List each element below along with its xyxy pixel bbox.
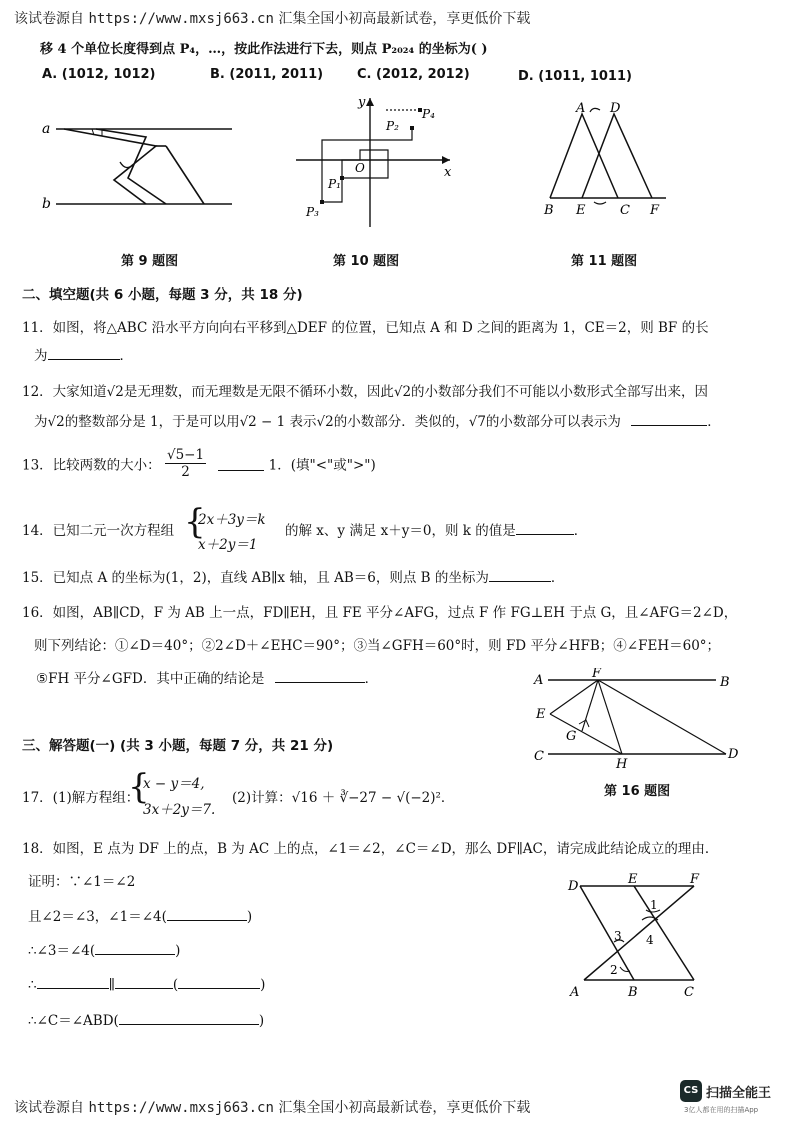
bottom-tagline: 汇集全国小初高最新试卷，享更低价下载: [278, 1100, 531, 1116]
q15-answer-blank[interactable]: [489, 567, 551, 582]
q17-part2: (2)计算：√16 ＋ ∛−27 − √(−2)²．: [232, 790, 455, 806]
fig16-label-f: F: [592, 668, 602, 681]
q18-step4-blank[interactable]: [119, 1010, 259, 1025]
q17-eq2: 3x＋2y＝7.: [143, 802, 216, 818]
bottom-watermark: [14, 1097, 530, 1117]
q9-option-a: A. (1012, 1012): [42, 67, 156, 82]
fig11-label-b: B: [544, 203, 554, 218]
fig18-label-c: C: [684, 985, 694, 1000]
q13-fraction: [165, 447, 206, 480]
fig10-label-x: x: [444, 165, 452, 180]
q18-step3: [28, 974, 265, 993]
bottom-url[interactable]: https://www.mxsj663.cn: [88, 1100, 274, 1116]
q13-line: [22, 447, 376, 480]
fig18-label-e: E: [628, 872, 638, 887]
q18-step3-parallel: ∥: [108, 977, 115, 993]
q16-answer-blank[interactable]: [275, 668, 365, 683]
fig18-label-b: B: [628, 985, 638, 1000]
figure-9: [36, 112, 246, 222]
figure-11: [538, 98, 678, 223]
fig16-label-d: D: [728, 747, 739, 762]
q18-step3-therefore: ∴: [28, 977, 37, 993]
section-3-title: 三、解答题(一) (共 3 小题，每题 7 分，共 21 分): [22, 738, 334, 754]
q12-answer-blank[interactable]: [631, 411, 707, 426]
fig10-caption: 第 10 题图: [333, 254, 400, 269]
top-tagline: 汇集全国小初高最新试卷，享更低价下载: [278, 11, 531, 27]
q11-line1: 11．如图，将△ABC 沿水平方向向右平移到△DEF 的位置，已知点 A 和 D 之间的距离为 1，CE＝2，则 BF 的长: [22, 320, 709, 336]
fig16-label-a: A: [534, 673, 544, 688]
fig16-label-e: E: [536, 707, 546, 722]
q15-line: 15．已知点 A 的坐标为(1，2)，直线 AB∥x 轴，且 AB＝6，则点 B 的坐标为 ．: [22, 566, 564, 586]
q17-eq1: x − y＝4,: [143, 776, 205, 792]
fig9-label-a: a: [42, 121, 51, 137]
q18-step1-blank[interactable]: [167, 906, 247, 921]
q13-answer-blank[interactable]: [218, 456, 264, 471]
fig18-label-4: 4: [646, 933, 654, 947]
fig18-label-1: 1: [650, 898, 658, 912]
q18-step2-close: ): [175, 943, 181, 959]
fig16-caption: 第 16 题图: [604, 784, 671, 799]
figure-18: [566, 872, 716, 1002]
fig10-label-p3: P₃: [306, 205, 319, 219]
q18-step3-blank-a[interactable]: [37, 974, 109, 989]
fig16-label-c: C: [534, 749, 544, 764]
figure-16: [530, 668, 750, 768]
q18-step4: [28, 1009, 264, 1029]
q14-suffix: 的解 x、y 满足 x＋y＝0，则 k 的值是: [285, 523, 516, 539]
fig10-label-p1: P₁: [328, 177, 341, 191]
top-url[interactable]: https://www.mxsj663.cn: [88, 11, 274, 27]
fig18-label-f: F: [690, 872, 700, 887]
q13-suffix: 1．(填"<"或">"): [268, 457, 376, 474]
fig11-label-f: F: [650, 203, 660, 218]
q18-step2-text: ∴∠3＝∠4(: [28, 943, 96, 959]
fig11-label-c: C: [620, 203, 630, 218]
scanner-name: 扫描全能王: [706, 1086, 772, 1101]
q18-step1-close: ): [246, 909, 253, 925]
q12-line2: 为√2的整数部分是 1，于是可以用√2 − 1 表示√2的小数部分．类似的，√7的小数部分可以表示为 ．: [34, 410, 721, 430]
q13-prefix: 13．比较两数的大小：: [22, 457, 161, 474]
fig16-label-b: B: [720, 675, 730, 690]
fig10-label-y: y: [358, 95, 366, 110]
q18-step3-blank-b[interactable]: [115, 974, 173, 989]
bottom-source: 该试卷源自: [14, 1100, 84, 1116]
top-watermark: [14, 8, 530, 28]
q9-option-b: B. (2011, 2011): [210, 67, 324, 82]
q14-eq2: x＋2y＝1: [198, 537, 258, 553]
fig11-label-d: D: [610, 101, 621, 116]
q18-step4-text: ∴∠C＝∠ABD(: [28, 1013, 119, 1029]
scanner-subtitle: 3亿人都在用的扫描App: [684, 1106, 759, 1114]
q17-brace: {: [128, 767, 150, 807]
q18-step2-blank[interactable]: [95, 940, 175, 955]
q11-prefix: 为: [34, 348, 48, 364]
q18-step4-close: ): [258, 1013, 265, 1029]
fig18-label-3: 3: [614, 929, 622, 943]
q16-prefix: ⑤FH 平分∠GFD．其中正确的结论是: [36, 671, 265, 687]
fig10-label-p2: P₂: [386, 119, 399, 133]
fig9-caption: 第 9 题图: [121, 254, 179, 269]
q18-step1: [28, 905, 252, 925]
q18-step3-close: ): [260, 977, 266, 993]
q16-line1: 16．如图，AB∥CD，F 为 AB 上一点，FD∥EH，且 FE 平分∠AFG，过点 F 作 FG⊥EH 于点 G，且∠AFG＝2∠D，: [22, 605, 738, 621]
section-2-title: 二、填空题(共 6 小题，每题 3 分，共 18 分): [22, 287, 303, 303]
top-source: 该试卷源自: [14, 11, 84, 27]
fig10-label-o: O: [355, 161, 365, 175]
fig18-label-d: D: [568, 879, 579, 894]
q14-brace: {: [184, 502, 206, 542]
q9-option-d: D. (1011, 1011): [518, 69, 632, 84]
fig11-caption: 第 11 题图: [571, 254, 638, 269]
q14-suffix-line: 的解 x、y 满足 x＋y＝0，则 k 的值是 ．: [285, 519, 587, 539]
q18-proof-title: 证明：∵∠1＝∠2: [28, 874, 136, 890]
q18-step3-blank-c[interactable]: [178, 974, 260, 989]
scanner-logo: [680, 1080, 790, 1116]
q12-line1: 12．大家知道√2是无理数，而无理数是无限不循环小数，因此√2的小数部分我们不可能以小数形式全部写出来，因: [22, 384, 709, 400]
q17-prefix: 17．(1)解方程组：: [22, 790, 140, 806]
q18-stem: 18．如图，E 点为 DF 上的点，B 为 AC 上的点，∠1＝∠2，∠C＝∠D，那么 DF∥AC，请完成此结论成立的理由．: [22, 841, 719, 857]
fig11-label-e: E: [576, 203, 586, 218]
q13-numerator: √5−1: [166, 447, 205, 463]
q16-line3: ⑤FH 平分∠GFD．其中正确的结论是 ．: [36, 667, 378, 687]
q11-answer-blank[interactable]: [48, 345, 120, 360]
q13-denominator: 2: [181, 464, 190, 480]
fig16-label-g: G: [566, 729, 577, 744]
q15-text: 15．已知点 A 的坐标为(1，2)，直线 AB∥x 轴，且 AB＝6，则点 B 的坐标为: [22, 570, 489, 586]
fig18-label-2: 2: [610, 963, 618, 977]
fig10-label-p4: P₄: [422, 107, 435, 121]
q12-prefix: 为√2的整数部分是 1，于是可以用√2 − 1 表示√2的小数部分．类似的，√7的小数部分可以表示为: [34, 414, 621, 430]
q9-stem: 移 4 个单位长度得到点 P₄，…，按此作法进行下去，则点 P₂₀₂₄ 的坐标为( ): [40, 42, 488, 57]
figure-10: [290, 92, 470, 227]
q18-step1-text: 且∠2＝∠3，∠1＝∠4(: [28, 909, 167, 925]
q14-prefix: 14．已知二元一次方程组: [22, 523, 175, 539]
q11-line2: 为 ．: [34, 344, 133, 364]
fig18-label-a: A: [570, 985, 580, 1000]
q14-answer-blank[interactable]: [516, 520, 574, 535]
fig16-label-h: H: [616, 757, 628, 768]
q18-step3-open: (: [172, 977, 179, 993]
fig11-label-a: A: [576, 101, 586, 116]
fig9-label-b: b: [42, 196, 51, 212]
cs-badge-icon: CS: [680, 1080, 702, 1102]
q9-option-c: C. (2012, 2012): [357, 67, 470, 82]
q18-step2: [28, 939, 180, 959]
q16-line2: 则下列结论：①∠D＝40°；②2∠D＋∠EHC＝90°；③当∠GFH＝60°时，则 FD 平分∠HFB；④∠FEH＝60°；: [34, 638, 721, 654]
q14-eq1: 2x＋3y＝k: [198, 512, 266, 528]
